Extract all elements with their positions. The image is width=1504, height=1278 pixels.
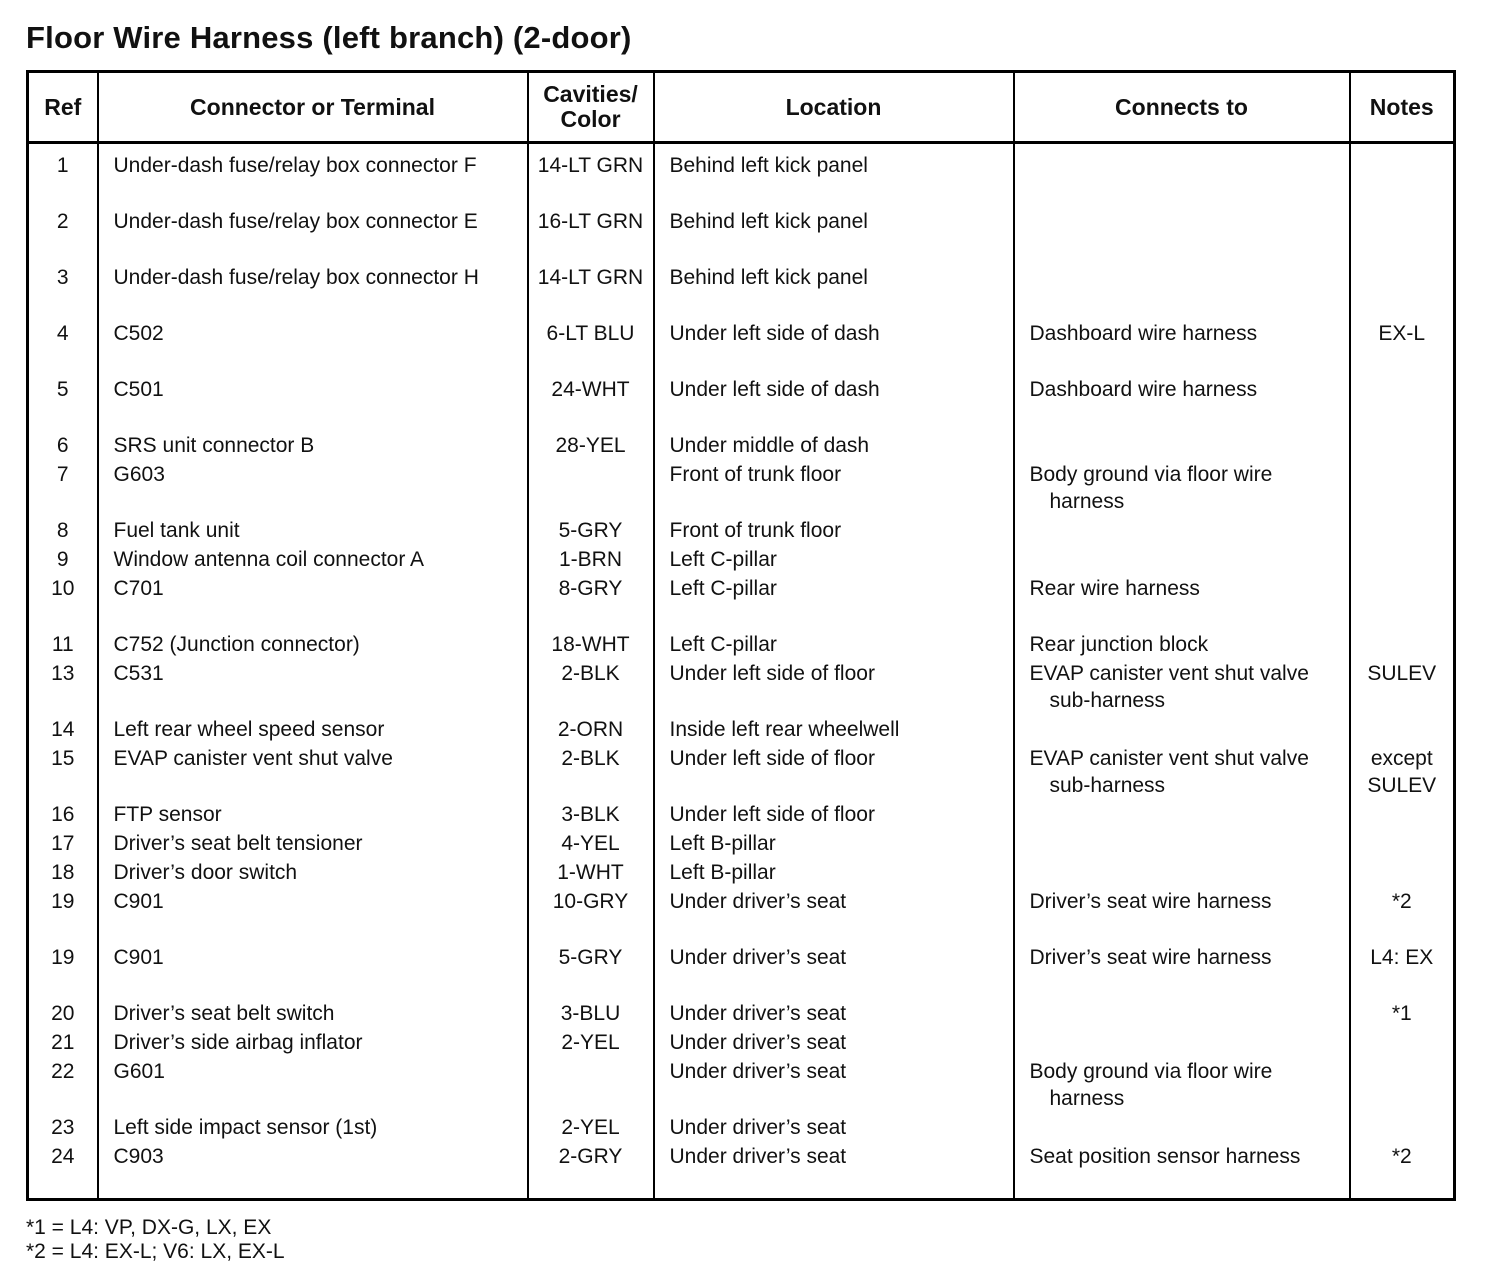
- cell-connects-to: [1014, 830, 1350, 859]
- cell-connects-to: [1014, 264, 1350, 320]
- cell-cavities: 2-YEL: [528, 1114, 654, 1143]
- cell-connector: C901: [98, 888, 528, 944]
- cell-cavities: [528, 1058, 654, 1114]
- cell-location: Inside left rear wheelwell: [654, 716, 1014, 745]
- connects-to-text: Driver’s seat wire harness: [1029, 946, 1272, 969]
- cell-ref: 3: [28, 264, 98, 320]
- harness-table: [26, 70, 1456, 1201]
- cell-connector: C531: [98, 660, 528, 716]
- cell-connector: Window antenna coil connector A: [98, 546, 528, 575]
- cell-connects-to: [1014, 1114, 1350, 1143]
- connects-to-text: Body ground via floor wire harness: [1029, 1060, 1273, 1110]
- cell-connects-to: [1014, 575, 1350, 631]
- cell-location: Left B-pillar: [654, 830, 1014, 859]
- cell-notes: [1350, 264, 1455, 320]
- table-row: [28, 1143, 1455, 1200]
- cell-cavities: 3-BLK: [528, 801, 654, 830]
- connects-to-text: Rear wire harness: [1029, 577, 1200, 600]
- cell-notes: [1350, 801, 1455, 830]
- cell-location: Behind left kick panel: [654, 208, 1014, 264]
- cell-location: Left C-pillar: [654, 546, 1014, 575]
- table-row: [28, 320, 1455, 376]
- cell-cavities: 1-BRN: [528, 546, 654, 575]
- cell-cavities: 8-GRY: [528, 575, 654, 631]
- cell-notes: [1350, 716, 1455, 745]
- cell-cavities: 14-LT GRN: [528, 143, 654, 209]
- header-notes: Notes: [1350, 72, 1455, 143]
- cell-cavities: [528, 461, 654, 517]
- cell-connects-to: [1014, 143, 1350, 209]
- cell-location: Under left side of floor: [654, 660, 1014, 716]
- cell-location: Under driver’s seat: [654, 1143, 1014, 1200]
- cell-notes: [1350, 461, 1455, 517]
- header-location: Location: [654, 72, 1014, 143]
- cell-connector: Driver’s seat belt switch: [98, 1000, 528, 1029]
- cell-location: Behind left kick panel: [654, 264, 1014, 320]
- cell-cavities: 2-YEL: [528, 1029, 654, 1058]
- cell-ref: 4: [28, 320, 98, 376]
- cell-ref: 6: [28, 432, 98, 461]
- cell-connects-to: [1014, 1029, 1350, 1058]
- cell-cavities: 10-GRY: [528, 888, 654, 944]
- table-row: [28, 660, 1455, 716]
- cell-ref: 17: [28, 830, 98, 859]
- table-row: [28, 432, 1455, 461]
- cell-notes: [1350, 1058, 1455, 1114]
- cell-location: Left C-pillar: [654, 631, 1014, 660]
- cell-notes: [1350, 432, 1455, 461]
- table-row: [28, 888, 1455, 944]
- cell-connects-to: [1014, 1058, 1350, 1114]
- cell-location: Under left side of floor: [654, 801, 1014, 830]
- cell-notes: except SULEV: [1367, 747, 1437, 797]
- cell-connects-to: [1014, 631, 1350, 660]
- cell-connects-to: [1014, 1143, 1350, 1200]
- cell-location: Left C-pillar: [654, 575, 1014, 631]
- cell-location: Under driver’s seat: [654, 1000, 1014, 1029]
- cell-connector: Left rear wheel speed sensor: [98, 716, 528, 745]
- header-cavities: Cavities/ Color: [528, 72, 654, 143]
- cell-notes: [1350, 546, 1455, 575]
- cell-cavities: 4-YEL: [528, 830, 654, 859]
- cell-ref: 9: [28, 546, 98, 575]
- cell-connector: FTP sensor: [98, 801, 528, 830]
- cell-notes: [1350, 143, 1455, 209]
- connects-to-text: Rear junction block: [1029, 633, 1209, 656]
- table-row: [28, 461, 1455, 517]
- cell-connector: Under-dash fuse/relay box connector F: [98, 143, 528, 209]
- cell-connector: C502: [98, 320, 528, 376]
- cell-cavities: 5-GRY: [528, 944, 654, 1000]
- footnote-2: *2 = L4: EX-L; V6: LX, EX-L: [26, 1240, 285, 1263]
- cell-location: Front of trunk floor: [654, 517, 1014, 546]
- cell-ref: 21: [28, 1029, 98, 1058]
- footnote-1: *1 = L4: VP, DX-G, LX, EX: [26, 1216, 272, 1239]
- table-row: [28, 264, 1455, 320]
- cell-ref: 11: [28, 631, 98, 660]
- cell-connector: EVAP canister vent shut valve: [98, 745, 528, 801]
- table-row: [28, 546, 1455, 575]
- cell-cavities: 5-GRY: [528, 517, 654, 546]
- cell-notes: *1: [1391, 1002, 1412, 1025]
- cell-ref: 19: [28, 888, 98, 944]
- cell-location: Under middle of dash: [654, 432, 1014, 461]
- table-row: [28, 716, 1455, 745]
- cell-cavities: 24-WHT: [528, 376, 654, 432]
- cell-location: Under left side of dash: [654, 376, 1014, 432]
- table-row: [28, 376, 1455, 432]
- cell-connects-to: [1014, 944, 1350, 1000]
- cell-connects-to: [1014, 888, 1350, 944]
- cell-notes: [1350, 830, 1455, 859]
- table-row: [28, 517, 1455, 546]
- cell-connector: Driver’s seat belt tensioner: [98, 830, 528, 859]
- cell-cavities: 14-LT GRN: [528, 264, 654, 320]
- cell-cavities: 2-ORN: [528, 716, 654, 745]
- table-row: [28, 801, 1455, 830]
- cell-ref: 23: [28, 1114, 98, 1143]
- cell-notes: [1350, 575, 1455, 631]
- cell-connector: C701: [98, 575, 528, 631]
- cell-ref: 19: [28, 944, 98, 1000]
- cell-ref: 20: [28, 1000, 98, 1029]
- cell-connector: C501: [98, 376, 528, 432]
- cell-cavities: 28-YEL: [528, 432, 654, 461]
- cell-connector: Left side impact sensor (1st): [98, 1114, 528, 1143]
- cell-ref: 15: [28, 745, 98, 801]
- cell-location: Under driver’s seat: [654, 1029, 1014, 1058]
- cell-connector: G601: [98, 1058, 528, 1114]
- table-row: [28, 143, 1455, 209]
- cell-location: Under driver’s seat: [654, 1058, 1014, 1114]
- table-row: [28, 944, 1455, 1000]
- cell-notes: [1350, 208, 1455, 264]
- cell-notes: [1350, 859, 1455, 888]
- cell-notes: EX-L: [1378, 322, 1426, 345]
- table-row: [28, 1114, 1455, 1143]
- cell-ref: 22: [28, 1058, 98, 1114]
- cell-connects-to: [1014, 660, 1350, 716]
- cell-cavities: 6-LT BLU: [528, 320, 654, 376]
- cell-connector: Under-dash fuse/relay box connector H: [98, 264, 528, 320]
- cell-cavities: 18-WHT: [528, 631, 654, 660]
- cell-cavities: 3-BLU: [528, 1000, 654, 1029]
- table-row: [28, 575, 1455, 631]
- cell-connects-to: [1014, 801, 1350, 830]
- cell-notes: [1350, 376, 1455, 432]
- table-row: [28, 631, 1455, 660]
- cell-connects-to: [1014, 546, 1350, 575]
- cell-cavities: 2-BLK: [528, 745, 654, 801]
- cell-notes: SULEV: [1367, 662, 1437, 685]
- table-row: [28, 208, 1455, 264]
- header-connector: Connector or Terminal: [98, 72, 528, 143]
- cell-notes: [1350, 517, 1455, 546]
- header-ref: Ref: [28, 72, 98, 143]
- cell-connects-to: [1014, 461, 1350, 517]
- cell-ref: 5: [28, 376, 98, 432]
- connects-to-text: Dashboard wire harness: [1029, 322, 1258, 345]
- table-row: [28, 830, 1455, 859]
- cell-notes: [1350, 1114, 1455, 1143]
- cell-ref: 10: [28, 575, 98, 631]
- table-header-row: [28, 72, 1455, 143]
- cell-notes: [1350, 631, 1455, 660]
- table-row: [28, 859, 1455, 888]
- cell-ref: 2: [28, 208, 98, 264]
- cell-cavities: 2-BLK: [528, 660, 654, 716]
- table-row: [28, 1000, 1455, 1029]
- cell-connects-to: [1014, 376, 1350, 432]
- cell-ref: 14: [28, 716, 98, 745]
- page-title: Floor Wire Harness (left branch) (2-door): [26, 20, 632, 55]
- cell-connects-to: [1014, 517, 1350, 546]
- cell-notes: L4: EX: [1370, 946, 1434, 969]
- cell-connects-to: [1014, 320, 1350, 376]
- table-row: [28, 1058, 1455, 1114]
- cell-ref: 24: [28, 1143, 98, 1200]
- cell-connector: Under-dash fuse/relay box connector E: [98, 208, 528, 264]
- cell-connector: Driver’s side airbag inflator: [98, 1029, 528, 1058]
- cell-location: Under driver’s seat: [654, 1114, 1014, 1143]
- cell-cavities: 16-LT GRN: [528, 208, 654, 264]
- cell-ref: 7: [28, 461, 98, 517]
- cell-notes: [1350, 1029, 1455, 1058]
- cell-location: Behind left kick panel: [654, 143, 1014, 209]
- header-connects-to: Connects to: [1014, 72, 1350, 143]
- connects-to-text: Driver’s seat wire harness: [1029, 890, 1272, 913]
- cell-connects-to: [1014, 432, 1350, 461]
- table-row: [28, 745, 1455, 801]
- cell-connects-to: [1014, 208, 1350, 264]
- cell-ref: 18: [28, 859, 98, 888]
- cell-location: Under driver’s seat: [654, 888, 1014, 944]
- cell-notes: *2: [1391, 890, 1412, 913]
- cell-location: Under left side of floor: [654, 745, 1014, 801]
- cell-connects-to: [1014, 1000, 1350, 1029]
- footnotes: [26, 1216, 285, 1264]
- cell-ref: 16: [28, 801, 98, 830]
- cell-notes: *2: [1391, 1145, 1412, 1168]
- cell-connects-to: [1014, 716, 1350, 745]
- cell-location: Under left side of dash: [654, 320, 1014, 376]
- cell-ref: 13: [28, 660, 98, 716]
- cell-ref: 1: [28, 143, 98, 209]
- cell-connector: Fuel tank unit: [98, 517, 528, 546]
- cell-connects-to: [1014, 859, 1350, 888]
- cell-connects-to: [1014, 745, 1350, 801]
- cell-connector: C752 (Junction connector): [98, 631, 528, 660]
- connects-to-text: Dashboard wire harness: [1029, 378, 1258, 401]
- cell-connector: Driver’s door switch: [98, 859, 528, 888]
- cell-connector: C901: [98, 944, 528, 1000]
- connects-to-text: Body ground via floor wire harness: [1029, 463, 1273, 513]
- cell-ref: 8: [28, 517, 98, 546]
- cell-connector: C903: [98, 1143, 528, 1200]
- cell-location: Front of trunk floor: [654, 461, 1014, 517]
- cell-location: Left B-pillar: [654, 859, 1014, 888]
- cell-location: Under driver’s seat: [654, 944, 1014, 1000]
- connects-to-text: EVAP canister vent shut valve sub-harness: [1029, 747, 1309, 797]
- connects-to-text: EVAP canister vent shut valve sub-harness: [1029, 662, 1309, 712]
- cell-cavities: 1-WHT: [528, 859, 654, 888]
- cell-connector: G603: [98, 461, 528, 517]
- table-row: [28, 1029, 1455, 1058]
- cell-cavities: 2-GRY: [528, 1143, 654, 1200]
- connects-to-text: Seat position sensor harness: [1029, 1145, 1301, 1168]
- cell-connector: SRS unit connector B: [98, 432, 528, 461]
